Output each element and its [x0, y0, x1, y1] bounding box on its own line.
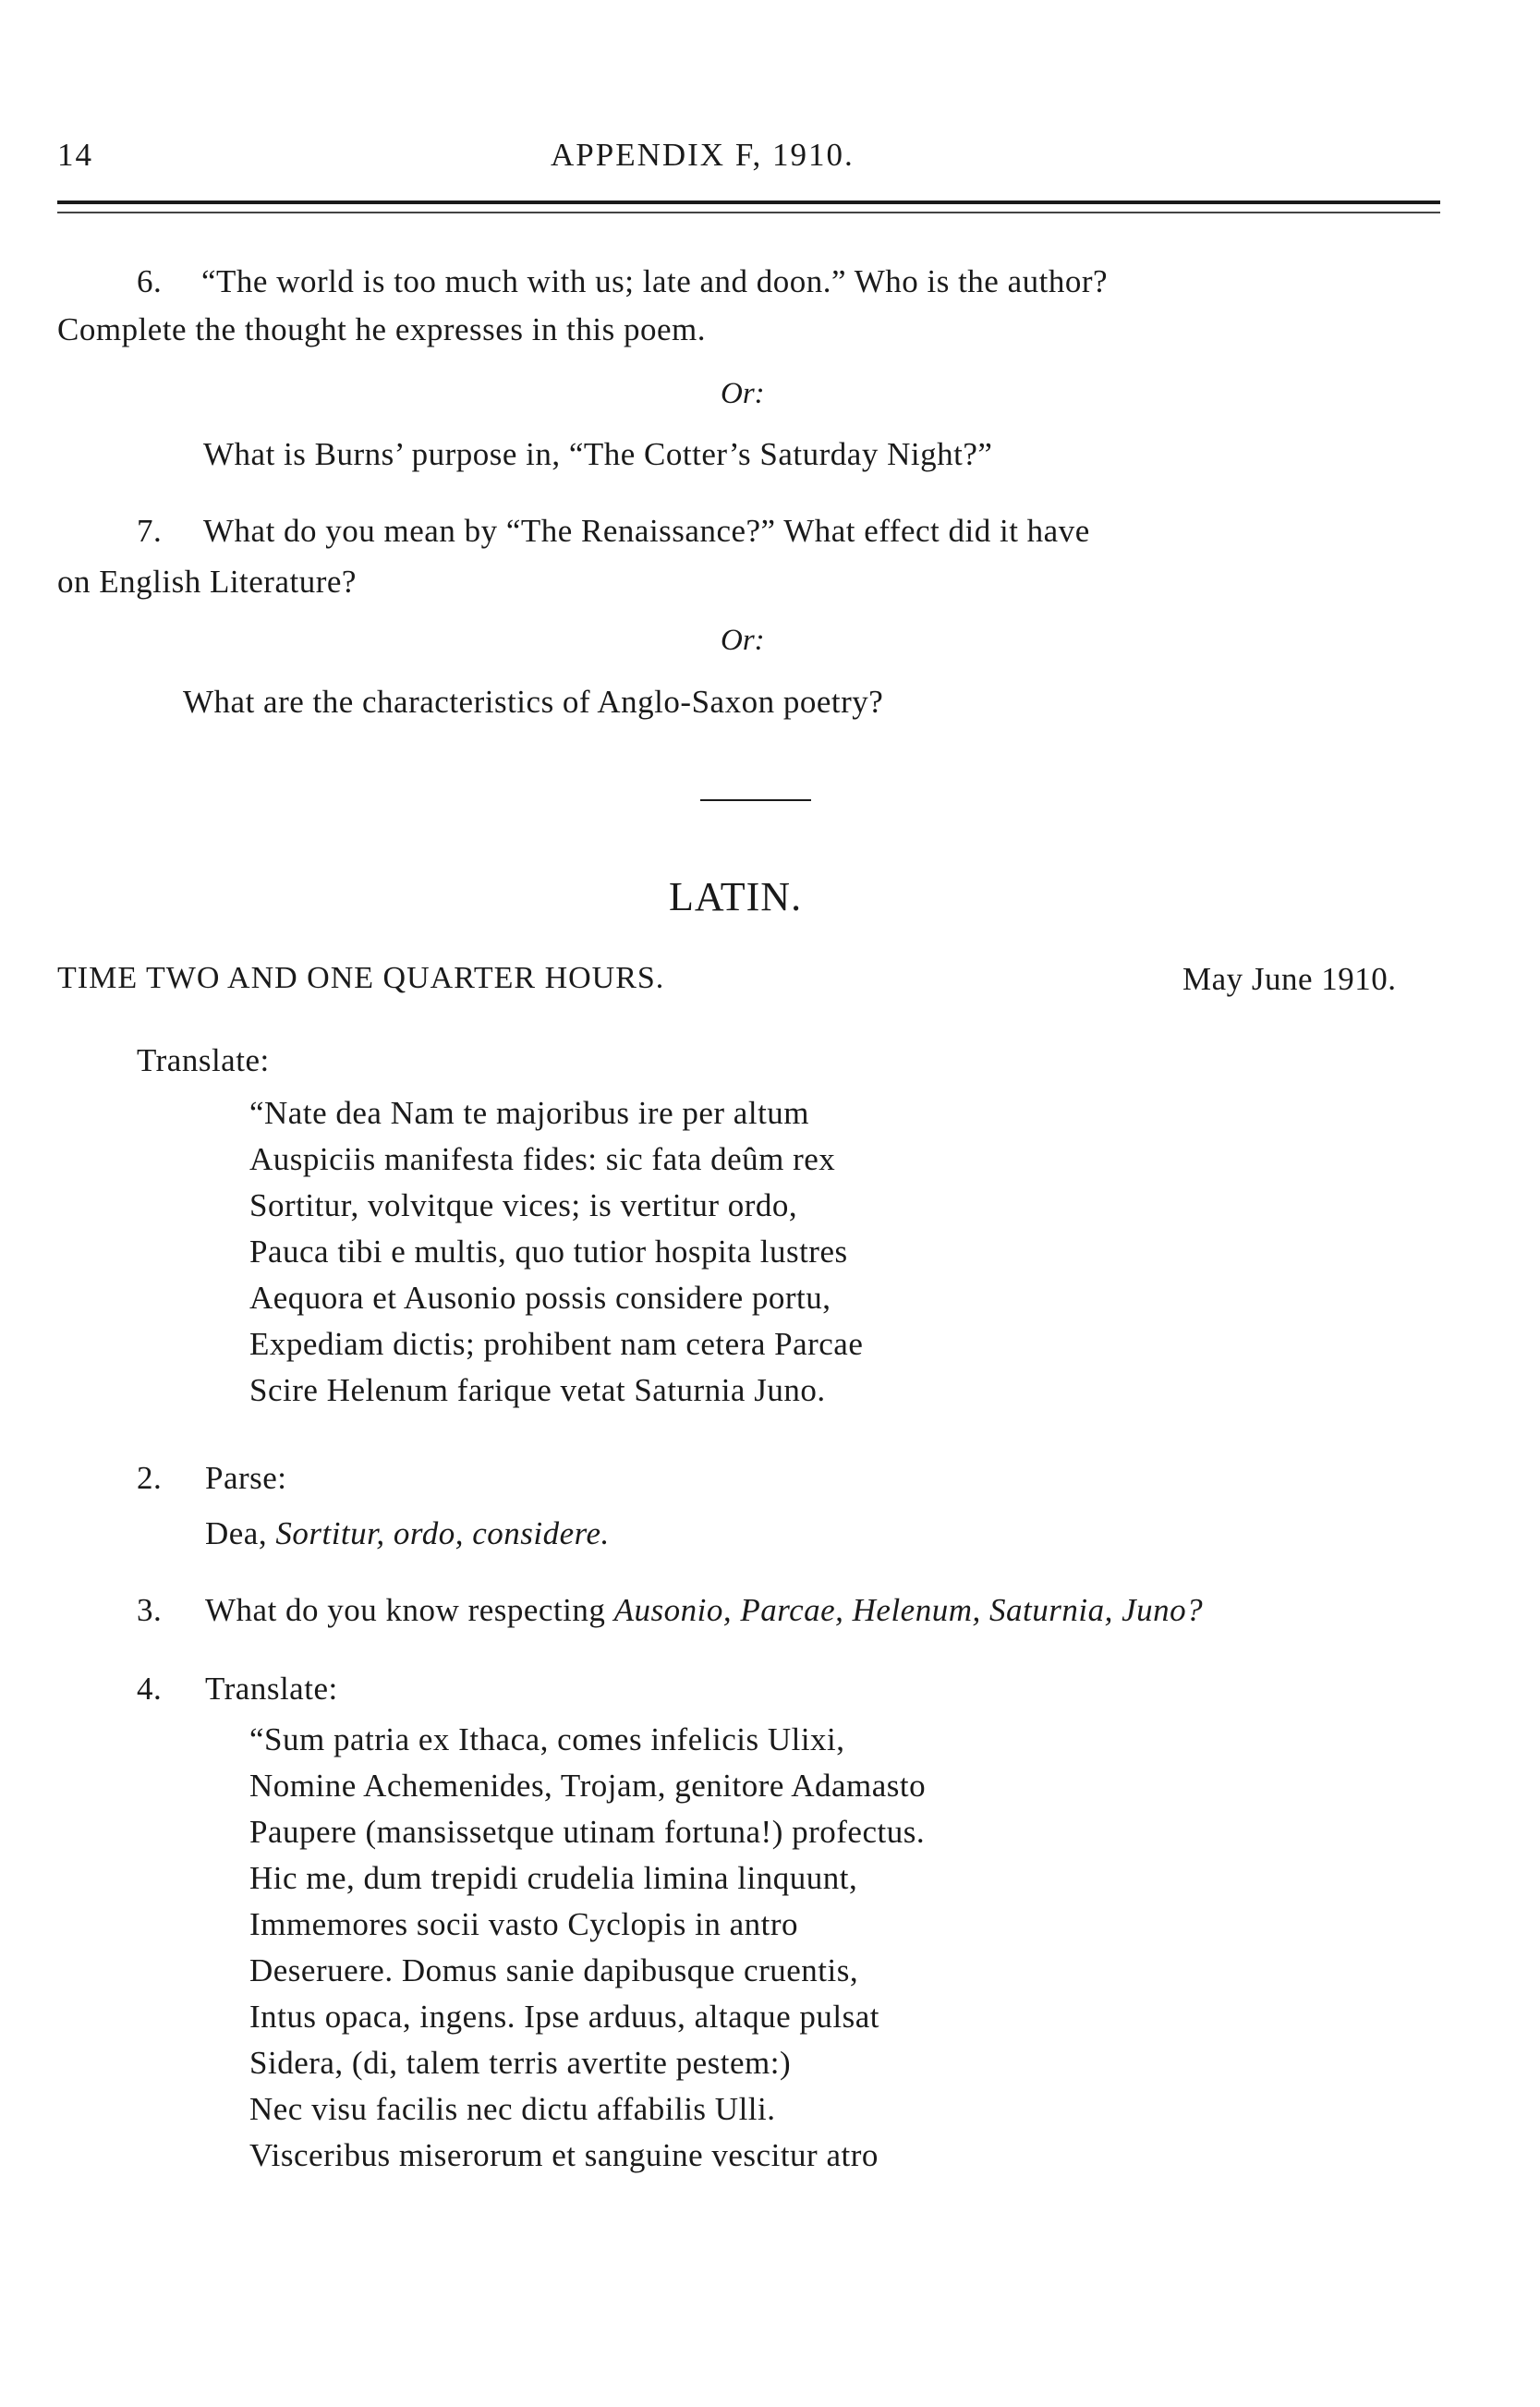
passage-4-line: Visceribus miserorum et sanguine vescitur atro	[249, 2137, 879, 2173]
question-4-number: 4.	[137, 1671, 163, 1707]
passage-4-line: Nomine Achemenides, Trojam, genitore Adamasto	[249, 1768, 927, 1804]
question-4-label: Translate:	[205, 1671, 338, 1707]
exam-date: May June 1910.	[1182, 961, 1397, 997]
or-separator-2: Or:	[721, 624, 765, 657]
header-rule-thin	[57, 212, 1440, 213]
passage-1-line: Aequora et Ausonio possis considere portu,	[249, 1280, 831, 1316]
passage-1-line: Expediam dictis; prohibent nam cetera Parcae	[249, 1326, 864, 1362]
header-rule-thick	[57, 201, 1440, 204]
passage-4-line: Intus opaca, ingens. Ipse arduus, altaque pulsat	[249, 1999, 880, 2035]
passage-4-line: Sidera, (di, talem terris avertite pestem:)	[249, 2045, 792, 2081]
question-2-words-italic: Sortitur, ordo, considere.	[275, 1515, 610, 1551]
question-2-number: 2.	[137, 1460, 163, 1496]
page-number: 14	[57, 137, 93, 173]
question-7-number: 7.	[137, 513, 163, 549]
or-separator-1: Or:	[721, 377, 765, 410]
question-1-label: Translate:	[137, 1042, 270, 1078]
passage-4-line: Hic me, dum trepidi crudelia limina linquunt,	[249, 1860, 858, 1896]
passage-4-line: Deseruere. Domus sanie dapibusque cruentis,	[249, 1952, 859, 1988]
question-7-line-2: on English Literature?	[57, 564, 357, 600]
section-divider	[700, 799, 811, 801]
running-title: APPENDIX F, 1910.	[551, 137, 855, 173]
passage-4-line: “Sum patria ex Ithaca, comes infelicis Ulixi,	[249, 1721, 845, 1757]
question-6-alternative: What is Burns’ purpose in, “The Cotter’s Saturday Night?”	[203, 436, 993, 472]
question-2-words	[205, 1515, 610, 1552]
question-3-number: 3.	[137, 1592, 163, 1628]
passage-1-line: Pauca tibi e multis, quo tutior hospita lustres	[249, 1234, 848, 1270]
passage-4-line: Paupere (mansissetque utinam fortuna!) profectus.	[249, 1814, 926, 1850]
question-7-alternative: What are the characteristics of Anglo-Saxon poetry?	[183, 684, 884, 720]
question-3-prompt: What do you know respecting	[205, 1592, 614, 1628]
question-6-number: 6.	[137, 263, 163, 299]
passage-1-line: “Nate dea Nam te majoribus ire per altum	[249, 1095, 810, 1131]
question-3-italic: Ausonio, Parcae, Helenum, Saturnia, Juno?	[613, 1592, 1204, 1628]
section-title: LATIN.	[669, 874, 803, 919]
question-2-label: Parse:	[205, 1460, 287, 1496]
passage-1-line: Sortitur, volvitque vices; is vertitur ordo,	[249, 1187, 798, 1223]
passage-1-line: Auspiciis manifesta fides: sic fata deûm rex	[249, 1141, 836, 1177]
question-6-line-1: “The world is too much with us; late and doon.” Who is the author?	[201, 263, 1109, 299]
question-7-line-1: What do you mean by “The Renaissance?” What effect did it have	[203, 513, 1090, 549]
passage-4-line: Immemores socii vasto Cyclopis in antro	[249, 1906, 798, 1942]
question-2-words-plain: Dea,	[205, 1515, 276, 1551]
passage-1-line: Scire Helenum farique vetat Saturnia Juno.	[249, 1372, 826, 1408]
passage-4-line: Nec visu facilis nec dictu affabilis Ulli.	[249, 2091, 776, 2127]
question-6-line-2: Complete the thought he expresses in this poem.	[57, 311, 707, 347]
time-allowed: TIME TWO AND ONE QUARTER HOURS.	[57, 961, 665, 995]
question-3-text	[205, 1592, 1203, 1629]
